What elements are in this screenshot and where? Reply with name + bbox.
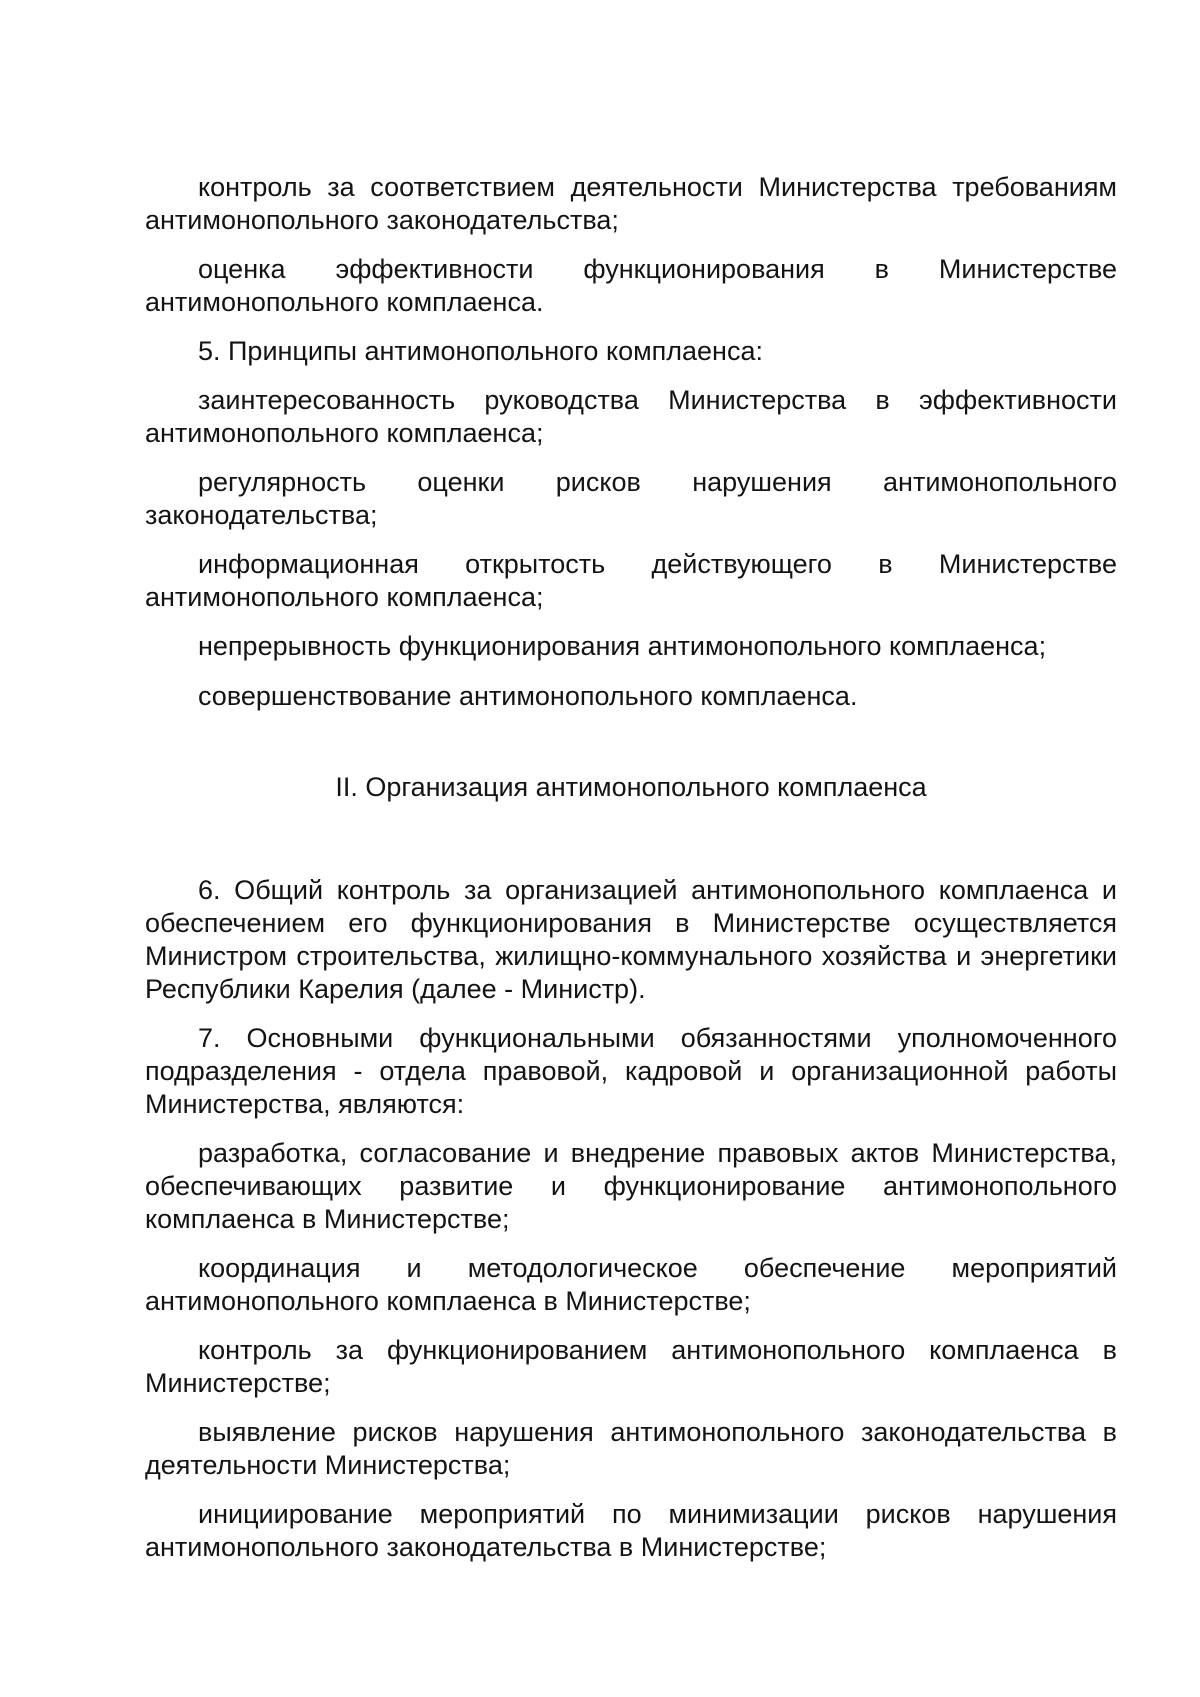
paragraph-main-duties: 7. Основными функциональными обязанностями уполномоченного подразделения - отдела правовой, кадровой и организационной работы Министерства, являются: — [145, 1023, 1117, 1119]
section-heading: II. Организация антимонопольного комплаенса — [335, 772, 927, 802]
paragraph-general-control: 6. Общий контроль за организацией антимонопольного комплаенса и обеспечением его функционирования в Министерстве осуществляется Министром строительства, жилищно-коммунального хозяйства и энергетики Республики Карелия (далее - Министр). — [145, 875, 1117, 1004]
paragraph-risk-identification: выявление рисков нарушения антимонопольного законодательства в деятельности Министерства; — [145, 1417, 1117, 1480]
paragraph-efficiency-assessment: оценка эффективности функционирования в Министерстве антимонопольного комплаенса. — [145, 254, 1117, 317]
paragraph-risk-minimization: инициирование мероприятий по минимизации рисков нарушения антимонопольного законодательства в Министерстве; — [145, 1499, 1117, 1562]
paragraph-management-interest: заинтересованность руководства Министерства в эффективности антимонопольного комплаенса; — [145, 385, 1117, 448]
paragraph-compliance-control: контроль за соответствием деятельности Министерства требованиям антимонопольного законодательства; — [145, 172, 1117, 235]
paragraph-legal-acts: разработка, согласование и внедрение правовых актов Министерства, обеспечивающих развитие и функционирование антимонопольного комплаенса в Министерстве; — [145, 1138, 1117, 1234]
paragraph-openness: информационная открытость действующего в Министерстве антимонопольного комплаенса; — [145, 549, 1117, 612]
paragraph-principles-heading: 5. Принципы антимонопольного комплаенса: — [198, 336, 763, 366]
paragraph-functioning-control: контроль за функционированием антимонопольного комплаенса в Министерстве; — [145, 1335, 1117, 1398]
paragraph-continuity: непрерывность функционирования антимонопольного комплаенса; — [198, 631, 1047, 661]
paragraph-improvement: совершенствование антимонопольного комплаенса. — [198, 681, 858, 711]
paragraph-risk-regularity: регулярность оценки рисков нарушения антимонопольного законодательства; — [145, 467, 1117, 530]
paragraph-coordination: координация и методологическое обеспечение мероприятий антимонопольного комплаенса в Министерстве; — [145, 1253, 1117, 1316]
